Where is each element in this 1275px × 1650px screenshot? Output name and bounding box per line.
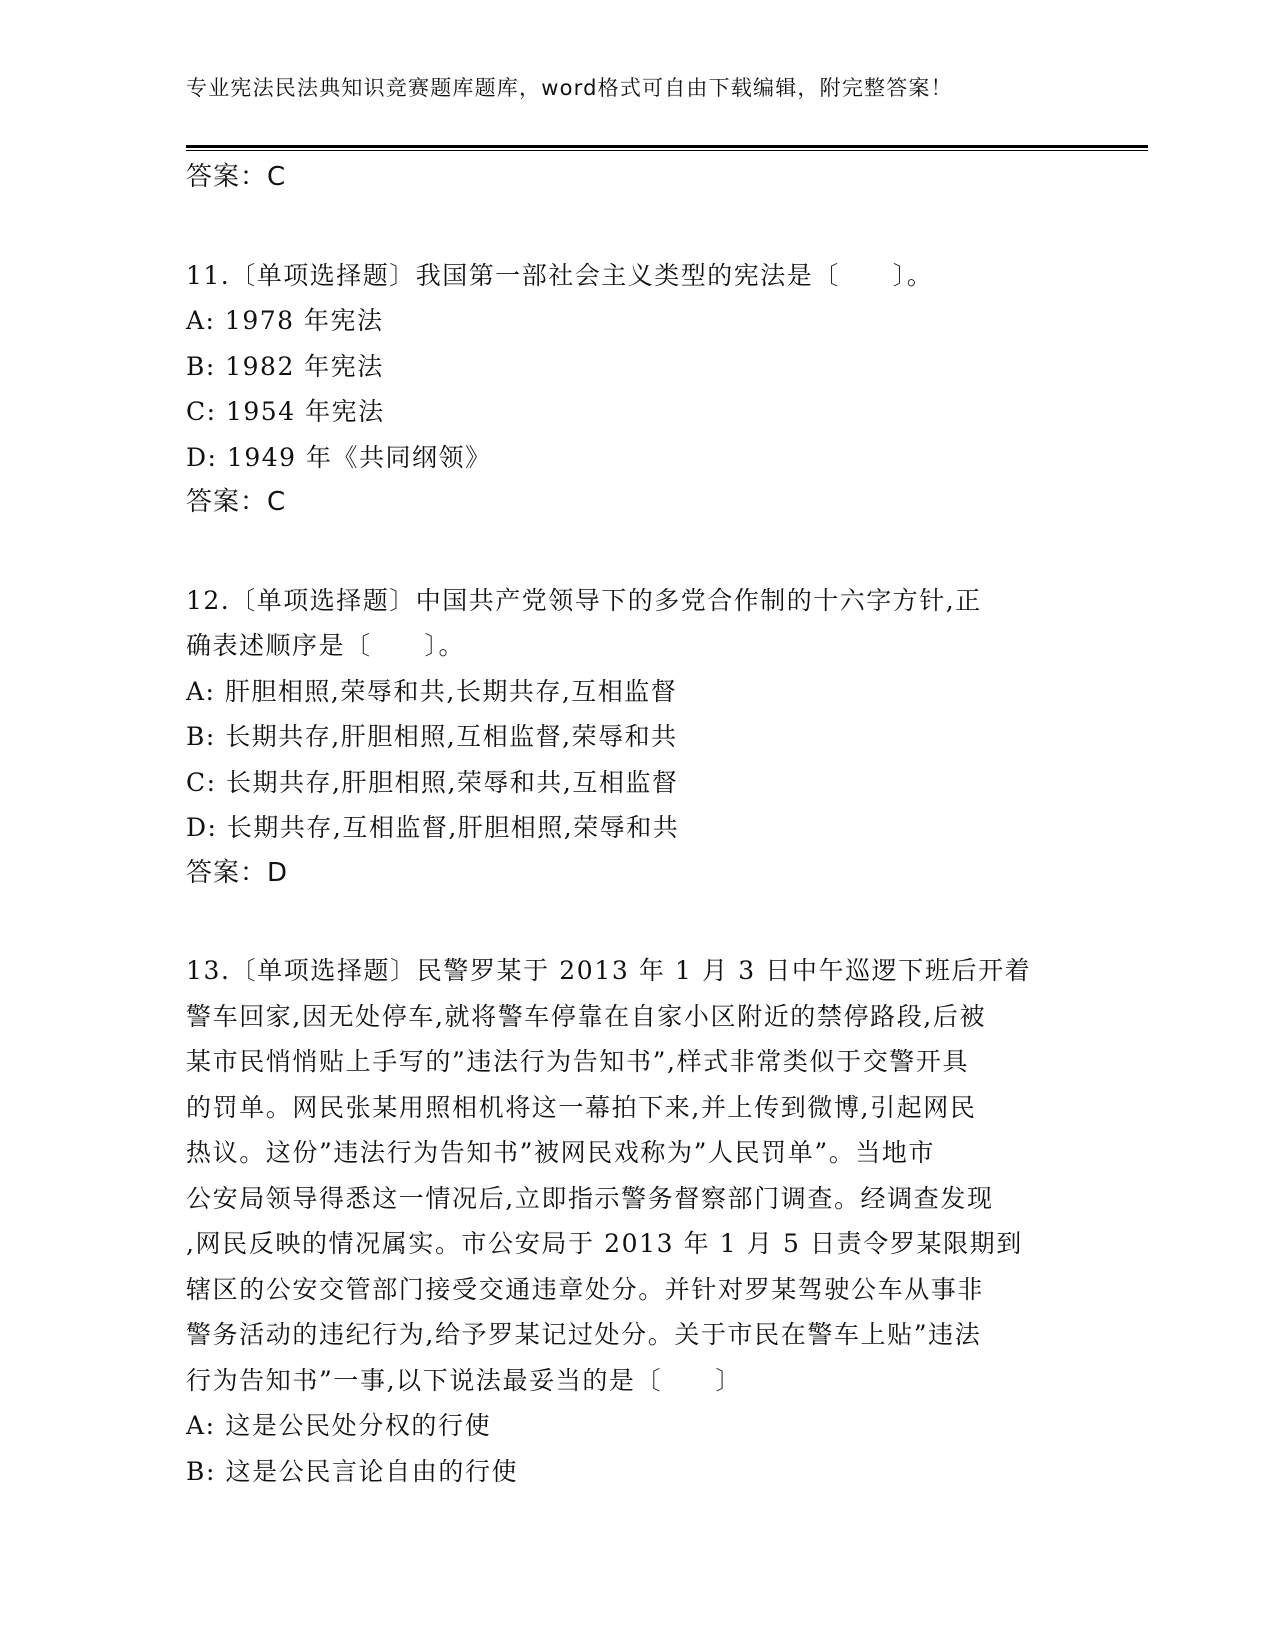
question-stem: 辖区的公安交管部门接受交通违章处分。并针对罗某驾驶公车从事非 (186, 1274, 985, 1304)
header-rule (186, 145, 1148, 148)
option-a: A: 这是公民处分权的行使 (186, 1411, 492, 1440)
question-stem: 热议。这份”违法行为告知书”被网民戏称为”人民罚单”。当地市 (186, 1138, 936, 1167)
question-stem: 某市民悄悄贴上手写的”违法行为告知书”,样式非常类似于交警开具 (186, 1047, 970, 1076)
question-13 (186, 948, 1086, 1494)
answer-line: 答案：C (186, 162, 287, 192)
option-a: A: 肝胆相照,荣辱和共,长期共存,互相监督 (186, 676, 678, 706)
question-12 (186, 578, 1086, 897)
question-11 (186, 253, 1086, 526)
question-stem: 12.〔单项选择题〕中国共产党领导下的多党合作制的十六字方针,正 (186, 585, 982, 615)
question-stem: 11.〔单项选择题〕我国第一部社会主义类型的宪法是〔 〕。 (186, 260, 934, 290)
option-c: C: 1954 年宪法 (186, 397, 385, 426)
question-stem: 13.〔单项选择题〕民警罗某于 2013 年 1 月 3 日中午巡逻下班后开着 (186, 956, 1032, 985)
question-stem: 的罚单。网民张某用照相机将这一幕拍下来,并上传到微博,引起网民 (186, 1092, 977, 1122)
option-b: B: 长期共存,肝胆相照,互相监督,荣辱和共 (186, 722, 678, 751)
option-b: B: 这是公民言论自由的行使 (186, 1456, 519, 1486)
question-stem: 警务活动的违纪行为,给予罗某记过处分。关于市民在警车上贴”违法 (186, 1320, 982, 1349)
option-d: D: 1949 年《共同纲领》 (186, 442, 492, 472)
option-b: B: 1982 年宪法 (186, 351, 384, 381)
page-header: 专业宪法民法典知识竞赛题库题库，word格式可自由下载编辑，附完整答案！ (186, 76, 953, 100)
question-stem: 公安局领导得悉这一情况后,立即指示警务督察部门调查。经调查发现 (186, 1183, 994, 1213)
header-rule-thin (186, 150, 1148, 151)
option-a: A: 1978 年宪法 (186, 306, 384, 335)
document-body (186, 155, 1086, 1494)
question-stem: 行为告知书”一事,以下说法最妥当的是〔 〕 (186, 1365, 742, 1395)
question-stem: 确表述顺序是〔 〕。 (186, 631, 466, 660)
answer-line: 答案：D (186, 857, 289, 888)
question-stem: ,网民反映的情况属实。市公安局于 2013 年 1 月 5 日责令罗某限期到 (186, 1229, 1023, 1258)
question-stem: 警车回家,因无处停车,就将警车停靠在自家小区附近的禁停路段,后被 (186, 1001, 987, 1031)
option-d: D: 长期共存,互相监督,肝胆相照,荣辱和共 (186, 813, 680, 842)
answer-line: 答案：C (186, 487, 287, 517)
option-c: C: 长期共存,肝胆相照,荣辱和共,互相监督 (186, 767, 679, 797)
